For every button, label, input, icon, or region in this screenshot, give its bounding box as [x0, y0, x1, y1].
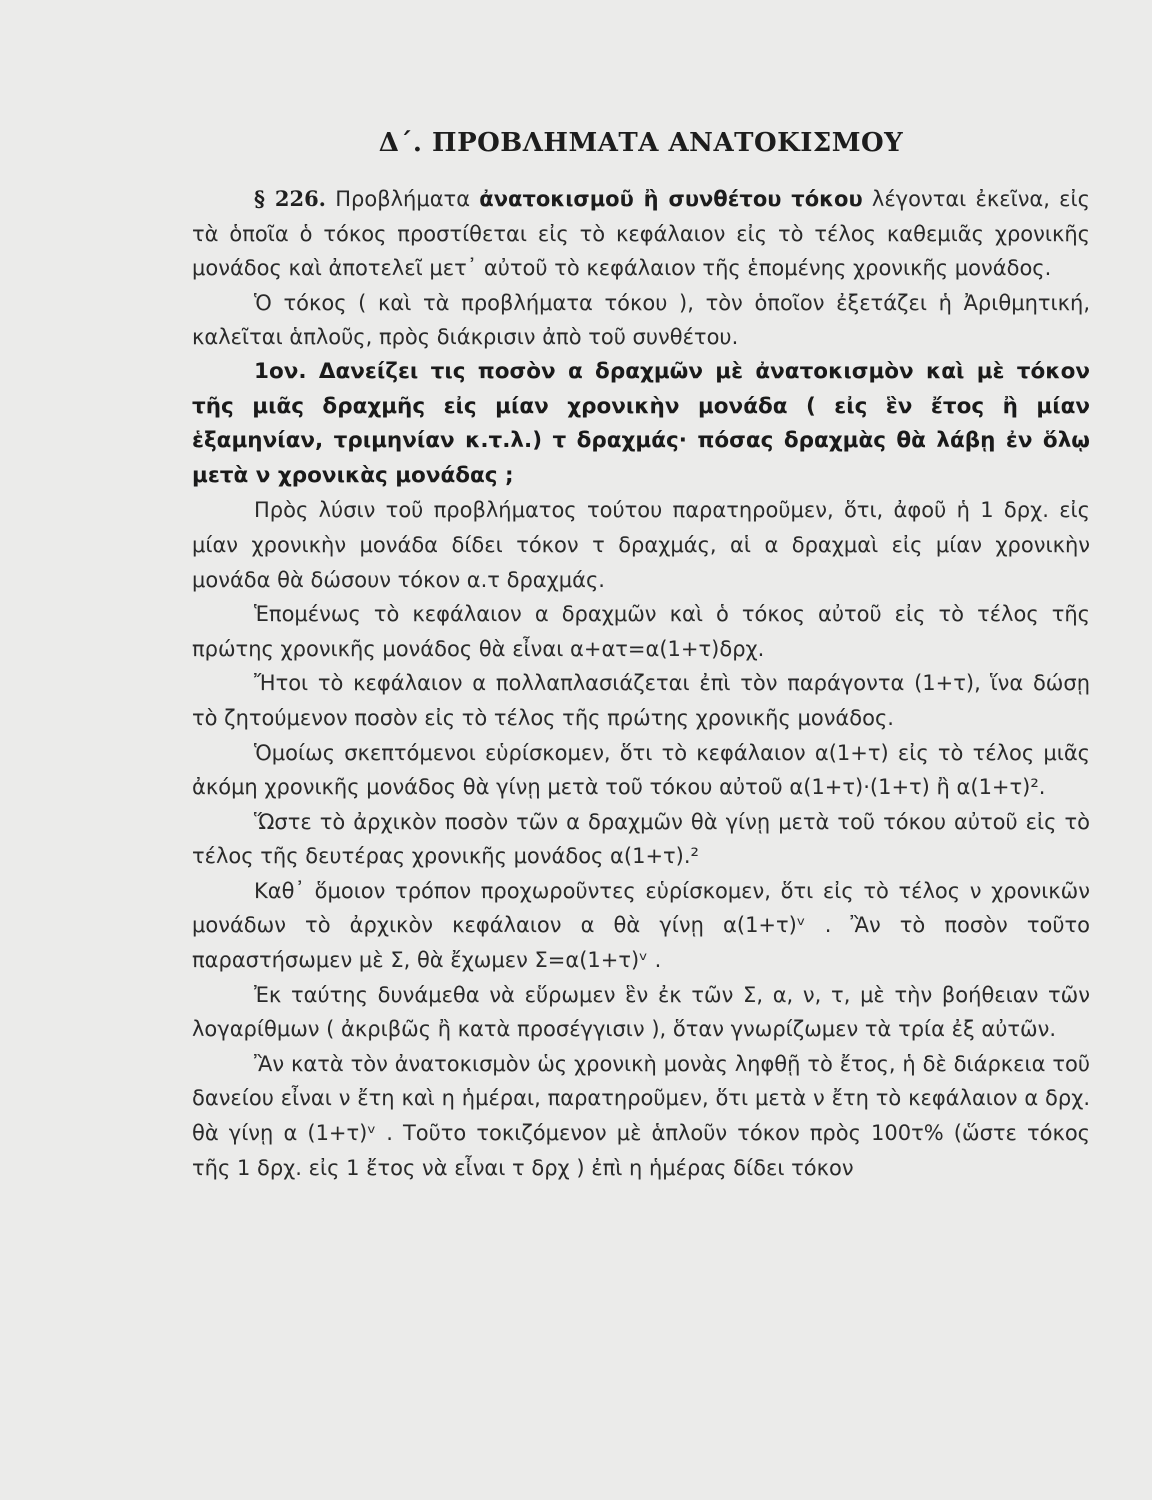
problem-statement: 1ον. Δανείζει τις ποσὸν α δραχμῶν μὲ ἀνατοκισμὸν καὶ μὲ τόκον τῆς μιᾶς δραχμῆς εἰς μίαν χρονικὴν μονάδα ( εἰς ἓν ἔτος ἢ μίαν ἑξαμηνίαν, τριμηνίαν κ.τ.λ.) τ δραχμάς· πόσας δραχμὰς θὰ λάβῃ ἐν ὅλῳ μετὰ ν χρονικὰς μονάδας ;: [192, 358, 1090, 488]
paragraph-multiplier: Ἤτοι τὸ κεφάλαιον α πολλαπλασιάζεται ἐπὶ τὸν παράγοντα (1+τ), ἵνα δώσῃ τὸ ζητούμενον ποσὸν εἰς τὸ τέλος τῆς πρώτης χρονικῆς μονάδος.: [192, 671, 1090, 730]
paragraph-second-period: Ὁμοίως σκεπτόμενοι εὑρίσκομεν, ὅτι τὸ κεφάλαιον α(1+τ) εἰς τὸ τέλος μιᾶς ἀκόμη χρονικῆς μονάδος θὰ γίνῃ μετὰ τοῦ τόκου αὐτοῦ α(1+τ)·(1+τ) ἢ α(1+τ)².: [192, 740, 1090, 800]
paragraph-first-period: Ἑπομένως τὸ κεφάλαιον α δραχμῶν καὶ ὁ τόκος αὐτοῦ εἰς τὸ τέλος τῆς πρώτης χρονικῆς μονάδος θὰ εἶναι α+ατ=α(1+τ)δρχ.: [192, 602, 1090, 661]
paragraph-definition: [192, 182, 1090, 286]
section-heading: Δ΄. ΠΡΟΒΛΗΜΑΤΑ ΑΝΑΤΟΚΙΣΜΟΥ: [378, 128, 904, 158]
definition-text: λέγονται ἐκεῖνα, εἰς τὰ ὁποῖα ὁ τόκος προστίθεται εἰς τὸ κεφάλαιον εἰς τὸ τέλος καθεμιᾶς χρονικῆς μονάδος καὶ ἀποτελεῖ μετ᾽ αὐτοῦ τὸ κεφάλαιον τῆς ἑπομένης χρονικῆς μονάδος.: [192, 187, 1090, 281]
text-block: [192, 128, 1090, 1185]
paragraph-second-result: Ὥστε τὸ ἀρχικὸν ποσὸν τῶν α δραχμῶν θὰ γίνῃ μετὰ τοῦ τόκου αὐτοῦ εἰς τὸ τέλος τῆς δευτέρας χρονικῆς μονάδος α(1+τ).²: [192, 809, 1090, 869]
definition-term: ἀνατοκισμοῦ ἢ συνθέτου τόκου: [479, 187, 863, 211]
section-number: § 226.: [254, 186, 326, 211]
paragraph-years-and-days: Ἂν κατὰ τὸν ἀνατοκισμὸν ὡς χρονικὴ μονὰς ληφθῇ τὸ ἔτος, ἡ δὲ διάρκεια τοῦ δανείου εἶναι ν ἔτη καὶ η ἡμέραι, παρατηροῦμεν, ὅτι μετὰ ν ἔτη τὸ κεφάλαιον α δρχ. θὰ γίνῃ α (1+τ)ᵛ . Τοῦτο τοκιζόμενον μὲ ἁπλοῦν τόκον πρὸς 100τ% (ὥστε τόκος τῆς 1 δρχ. εἰς 1 ἔτος νὰ εἶναι τ δρχ ) ἐπὶ η ἡμέρας δίδει τόκον: [192, 1051, 1090, 1180]
definition-lead: Προβλήματα: [335, 187, 471, 211]
paragraph-general-formula: Καθ᾽ ὅμοιον τρόπον προχωροῦντες εὑρίσκομεν, ὅτι εἰς τὸ τέλος ν χρονικῶν μονάδων τὸ ἀρχικὸν κεφάλαιον α θὰ γίνῃ α(1+τ)ᵛ . Ἂν τὸ ποσὸν τοῦτο παραστήσωμεν μὲ Σ, θὰ ἔχωμεν Σ=α(1+τ)ᵛ .: [192, 878, 1090, 973]
paragraph-solution-intro: Πρὸς λύσιν τοῦ προβλήματος τούτου παρατηροῦμεν, ὅτι, ἀφοῦ ἡ 1 δρχ. εἰς μίαν χρονικὴν μονάδα δίδει τόκον τ δραχμάς, αἱ α δραχμαὶ εἰς μίαν χρονικὴν μονάδα θὰ δώσουν τόκον α.τ δραχμάς.: [192, 498, 1090, 592]
paragraph-simple-interest: Ὁ τόκος ( καὶ τὰ προβλήματα τόκου ), τὸν ὁποῖον ἐξετάζει ἡ Ἀριθμητική, καλεῖται ἁπλοῦς, πρὸς διάκρισιν ἀπὸ τοῦ συνθέτου.: [192, 290, 1090, 350]
paragraph-logarithms: Ἐκ ταύτης δυνάμεθα νὰ εὕρωμεν ἓν ἐκ τῶν Σ, α, ν, τ, μὲ τὴν βοήθειαν τῶν λογαρίθμων ( ἀκριβῶς ἢ κατὰ προσέγγισιν ), ὅταν γνωρίζωμεν τὰ τρία ἐξ αὐτῶν.: [192, 982, 1090, 1042]
